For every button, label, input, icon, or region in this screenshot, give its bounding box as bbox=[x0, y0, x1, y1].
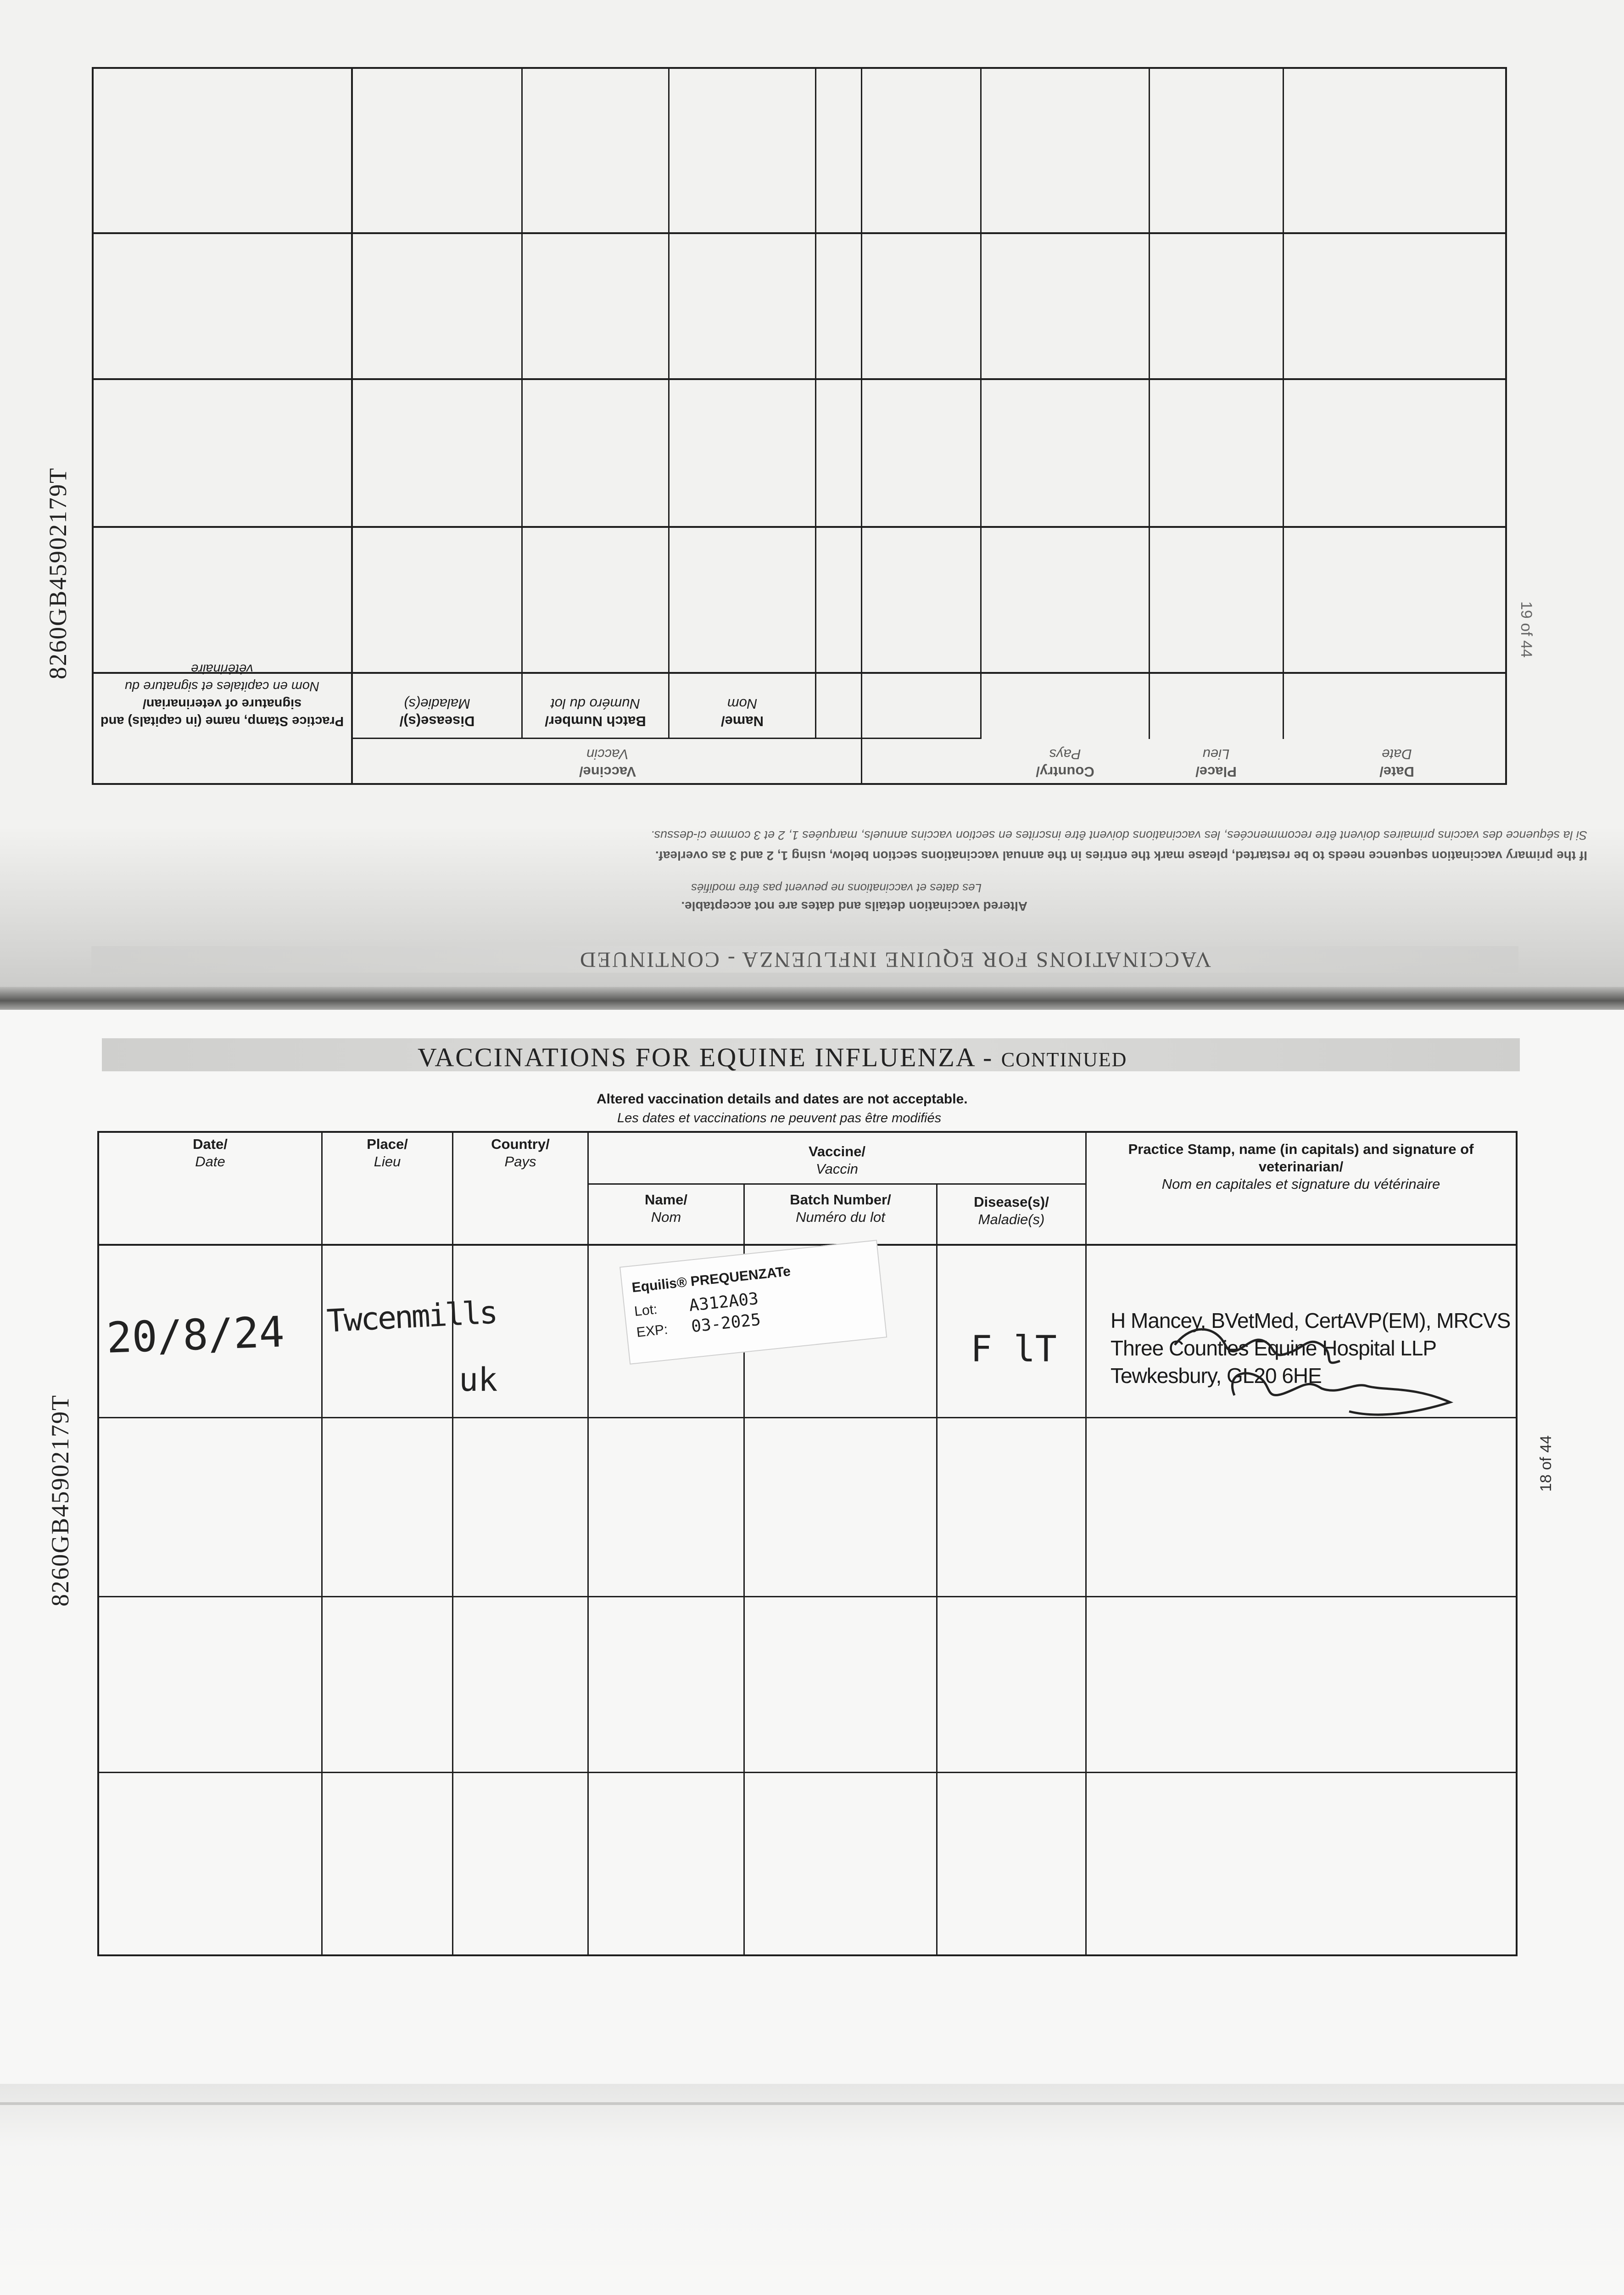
entry-country: uk bbox=[459, 1361, 498, 1399]
table-col-line bbox=[321, 1131, 323, 1956]
top-table-line bbox=[861, 67, 862, 785]
sticker-exp: 03-2025 bbox=[690, 1310, 762, 1337]
practice-stamp-address: Tewkesbury, GL20 6HE bbox=[1111, 1364, 1322, 1388]
entry-place: Twcenmills bbox=[326, 1294, 497, 1340]
signature-stroke bbox=[1175, 1329, 1340, 1363]
bottom-title: VACCINATIONS FOR EQUINE INFLUENZA - CONTINUED bbox=[418, 1042, 1127, 1072]
top-instruction-en: If the primary vaccination sequence needs to be restarted, please mark the entries in the annual vaccinations section below, using 1, 2 and 3 as overleaf. bbox=[655, 849, 1587, 863]
top-page bbox=[0, 0, 1624, 1001]
header-batch-number: Batch Number/ Numéro du lot bbox=[790, 1192, 891, 1225]
top-title: VACCINATIONS FOR EQUINE INFLUENZA - CONTINUED bbox=[578, 947, 1211, 972]
sticker-lot-label: Lot: bbox=[633, 1302, 658, 1320]
table-vaccine-subheader-line bbox=[587, 1183, 1085, 1185]
top-serial-number: 8260GB45902179T bbox=[44, 467, 72, 679]
top-instruction-fr: Si la séquence des vaccins primaires doivent être recommencées, les vaccinations doivent être inscrites en section vaccins annuels, marquées 1, 2 et 3 comme ci-dessus. bbox=[651, 828, 1587, 842]
table-border-top bbox=[97, 1131, 1518, 1133]
table-col-line bbox=[587, 1131, 589, 1956]
header-country: Country/ Pays bbox=[491, 1136, 550, 1170]
top-table-line bbox=[94, 232, 1507, 234]
table-col-line bbox=[936, 1183, 938, 1956]
top-table-line bbox=[1149, 67, 1150, 739]
top-notice-fr: Les dates et vaccinations ne peuvent pas être modifiés bbox=[691, 881, 982, 895]
top-table-line bbox=[815, 67, 816, 739]
bottom-page-number: 18 of 44 bbox=[1537, 1435, 1555, 1492]
top-page-number: 19 of 44 bbox=[1518, 601, 1535, 658]
table-col-line bbox=[1085, 1131, 1087, 1956]
sticker-lot: A312A03 bbox=[688, 1289, 759, 1315]
top-table-line bbox=[353, 738, 982, 739]
header-vaccine-name: Name/ Nom bbox=[644, 1192, 688, 1225]
bottom-title-main: VACCINATIONS FOR EQUINE INFLUENZA bbox=[418, 1042, 975, 1072]
header-date: Date/ Date bbox=[193, 1136, 228, 1170]
top-notice-en: Altered vaccination details and dates are not acceptable. bbox=[681, 899, 1027, 913]
top-table-line bbox=[94, 526, 1507, 528]
header-vaccine: Vaccine/ Vaccin bbox=[808, 1143, 866, 1177]
signature-stroke bbox=[1232, 1373, 1450, 1415]
edge-line bbox=[0, 2102, 1624, 2105]
practice-stamp-hospital: Three Counties Equine Hospital LLP bbox=[1111, 1336, 1437, 1360]
table-border-bottom bbox=[97, 1954, 1518, 1956]
top-table-line bbox=[351, 67, 353, 785]
top-header-place: Place/ Lieu bbox=[1195, 746, 1237, 780]
table-row-line bbox=[97, 1772, 1518, 1773]
top-table-line bbox=[1505, 67, 1507, 785]
entry-date: 20/8/24 bbox=[106, 1307, 285, 1363]
page-bottom-edge bbox=[0, 2084, 1624, 2295]
vet-signature bbox=[1156, 1281, 1478, 1418]
top-header-date: Date/ Date bbox=[1379, 746, 1414, 780]
bottom-notice-en: Altered vaccination details and dates are not acceptable. bbox=[597, 1092, 968, 1107]
top-table-line bbox=[668, 67, 670, 739]
top-page-rotated-content bbox=[0, 0, 1624, 1001]
top-table-line bbox=[521, 67, 523, 739]
top-table-line bbox=[94, 67, 1507, 69]
entry-disease: F lT bbox=[971, 1329, 1057, 1370]
table-col-line bbox=[452, 1131, 453, 1956]
top-header-vaccine: Vaccine/ Vaccin bbox=[579, 746, 636, 780]
top-header-batch: Batch Number/ Numéro du lot bbox=[545, 696, 646, 729]
top-table-line bbox=[1283, 67, 1284, 739]
bottom-notice-fr: Les dates et vaccinations ne peuvent pas être modifiés bbox=[617, 1111, 942, 1125]
bottom-serial-number: 8260GB45902179T bbox=[46, 1394, 74, 1606]
sticker-brand: Equilis® PREQUENZATe bbox=[631, 1264, 792, 1296]
bottom-title-suffix: CONTINUED bbox=[1001, 1048, 1127, 1071]
top-table-line bbox=[94, 783, 1507, 785]
header-disease: Disease(s)/ Maladie(s) bbox=[974, 1194, 1049, 1227]
top-header-name: Name/ Nom bbox=[720, 696, 764, 729]
top-table-line bbox=[94, 378, 1507, 380]
table-border-right bbox=[1516, 1131, 1518, 1956]
header-place: Place/ Lieu bbox=[367, 1136, 408, 1170]
sticker-exp-label: EXP: bbox=[636, 1321, 669, 1340]
table-row-line bbox=[97, 1596, 1518, 1597]
top-header-practice: Practice Stamp, name (in capitals) and signature of veterinarian/ Nom en capitales et signature du vétérinaire bbox=[100, 661, 344, 728]
top-table-line bbox=[980, 67, 982, 739]
table-border-left bbox=[97, 1131, 99, 1956]
top-header-country: Country/ Pays bbox=[1036, 746, 1094, 780]
practice-stamp-name: H Mancey, BVetMed, CertAVP(EM), MRCVS bbox=[1111, 1309, 1511, 1332]
header-practice-stamp: Practice Stamp, name (in capitals) and signature of veterinarian/ Nom en capitales et signature du vétérinaire bbox=[1128, 1141, 1474, 1192]
table-header-bottom bbox=[97, 1244, 1518, 1246]
top-header-disease: Disease(s)/ Maladie(s) bbox=[399, 696, 475, 729]
